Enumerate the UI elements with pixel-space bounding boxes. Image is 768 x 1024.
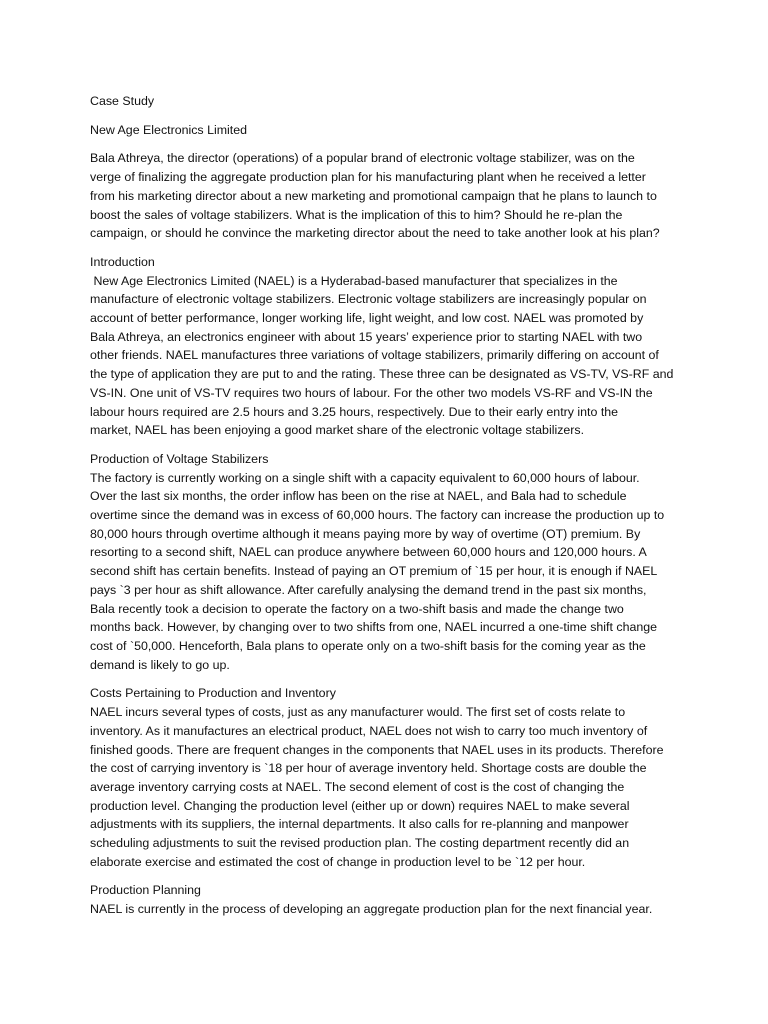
paragraph-line: from his marketing director about a new marketing and promotional campaign that he plans to launch to — [90, 188, 657, 203]
section-costs — [90, 684, 690, 871]
paragraph-line: overtime since the demand was in excess of 60,000 hours. The factory can increase the production up to — [90, 508, 665, 523]
section-body — [90, 703, 690, 871]
paragraph-line: elaborate exercise and estimated the cost of change in production level to be `12 per hour. — [90, 854, 586, 869]
section-body — [90, 900, 690, 919]
paragraph-line: verge of finalizing the aggregate production plan for his manufacturing plant when he received a letter — [90, 170, 646, 185]
document-page — [90, 92, 690, 929]
paragraph-line: inventory. As it manufactures an electrical product, NAEL does not wish to carry too much inventory of — [90, 723, 648, 738]
paragraph-line: labour hours required are 2.5 hours and 3.25 hours, respectively. Due to their early entry into the — [90, 404, 619, 419]
section-heading: Production Planning — [90, 883, 201, 898]
section-heading: Introduction — [90, 254, 155, 269]
paragraph-line: 80,000 hours through overtime although it means paying more by way of overtime (OT) premium. By — [90, 526, 641, 541]
section-heading: Costs Pertaining to Production and Inventory — [90, 686, 336, 701]
paragraph-line: the type of application they are put to and the rating. These three can be designated as VS-TV, VS-RF and — [90, 367, 674, 382]
paragraph-line: production level. Changing the production level (either up or down) requires NAEL to make several — [90, 798, 630, 813]
paragraph-line: finished goods. There are frequent changes in the components that NAEL uses in its products. Therefore — [90, 742, 664, 757]
paragraph-line: pays `3 per hour as shift allowance. After carefully analysing the demand trend in the past six months, — [90, 582, 647, 597]
section-heading: Production of Voltage Stabilizers — [90, 451, 269, 466]
section-body — [90, 272, 690, 440]
section-body — [90, 469, 690, 675]
paragraph-line: The factory is currently working on a single shift with a capacity equivalent to 60,000 hours of labour. — [90, 470, 640, 485]
paragraph-line: Bala Athreya, the director (operations) of a popular brand of electronic voltage stabilizer, was on the — [90, 151, 635, 166]
opening-paragraph — [90, 149, 690, 243]
paragraph-line: New Age Electronics Limited (NAEL) is a Hyderabad-based manufacturer that specializes in the — [90, 273, 618, 288]
paragraph-line: market, NAEL has been enjoying a good market share of the electronic voltage stabilizers. — [90, 423, 585, 438]
paragraph-line: Bala recently took a decision to operate the factory on a two-shift basis and made the change two — [90, 601, 624, 616]
paragraph-line: boost the sales of voltage stabilizers. What is the implication of this to him? Should he re-plan the — [90, 207, 623, 222]
document-title: Case Study — [90, 94, 155, 108]
paragraph-line: average inventory carrying costs at NAEL. The second element of cost is the cost of changing the — [90, 779, 625, 794]
document-subtitle: New Age Electronics Limited — [90, 122, 248, 137]
paragraph-line: adjustments with its suppliers, the internal departments. It also calls for re-planning and manpower — [90, 817, 629, 832]
paragraph-line: Over the last six months, the order inflow has been on the rise at NAEL, and Bala had to schedule — [90, 489, 627, 504]
paragraph-line: campaign, or should he convince the marketing director about the need to take another look at his plan? — [90, 226, 660, 241]
paragraph-line: other friends. NAEL manufactures three variations of voltage stabilizers, primarily differing on account of — [90, 348, 659, 363]
paragraph-line: Bala Athreya, an electronics engineer with about 15 years’ experience prior to starting NAEL with two — [90, 329, 643, 344]
paragraph-line: NAEL incurs several types of costs, just as any manufacturer would. The first set of costs relate to — [90, 705, 626, 720]
paragraph-line: cost of `50,000. Henceforth, Bala plans to operate only on a two-shift basis for the coming year as the — [90, 638, 646, 653]
paragraph-line: scheduling adjustments to suit the revised production plan. The costing department recently did an — [90, 836, 630, 851]
section-production — [90, 450, 690, 674]
paragraph-line: the cost of carrying inventory is `18 per hour of average inventory held. Shortage costs are double the — [90, 761, 647, 776]
section-planning — [90, 881, 690, 918]
paragraph-line: VS-IN. One unit of VS-TV requires two hours of labour. For the other two models VS-RF and VS-IN the — [90, 385, 653, 400]
paragraph-line: demand is likely to go up. — [90, 657, 230, 672]
section-introduction — [90, 253, 690, 440]
paragraph-line: account of better performance, longer working life, light weight, and low cost. NAEL was promoted by — [90, 311, 644, 326]
paragraph-line: NAEL is currently in the process of developing an aggregate production plan for the next financial year. — [90, 902, 653, 917]
paragraph-line: months back. However, by changing over to two shifts from one, NAEL incurred a one-time shift change — [90, 620, 658, 635]
paragraph-line: manufacture of electronic voltage stabilizers. Electronic voltage stabilizers are increasingly popular on — [90, 292, 647, 307]
paragraph-line: second shift has certain benefits. Instead of paying an OT premium of `15 per hour, it is enough if NAEL — [90, 564, 658, 579]
paragraph-line: resorting to a second shift, NAEL can produce anywhere between 60,000 hours and 120,000 hours. A — [90, 545, 647, 560]
